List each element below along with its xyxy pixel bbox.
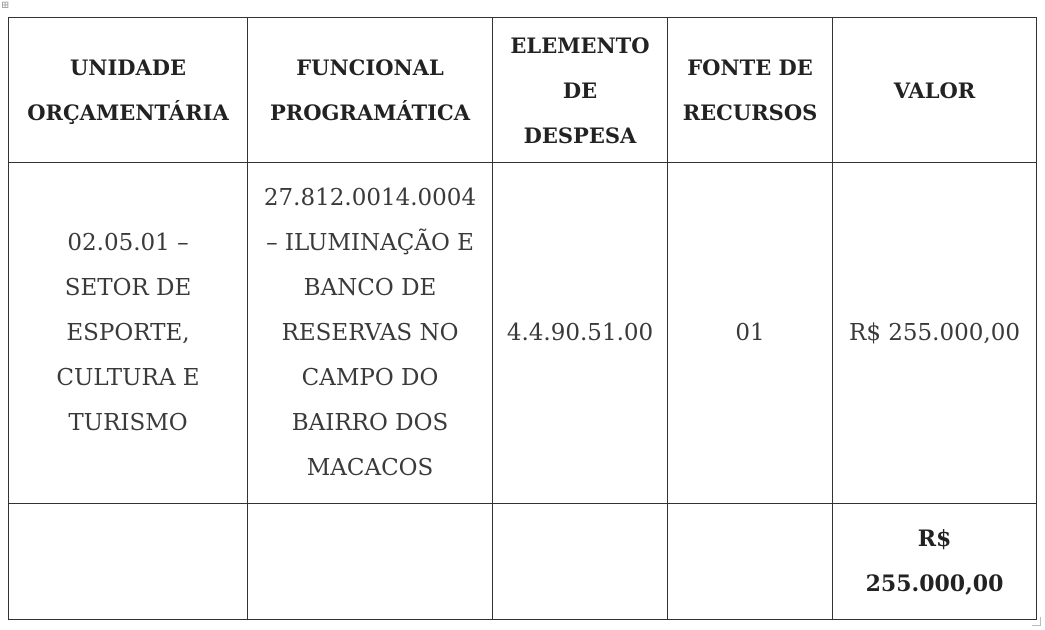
header-unidade-orcamentaria: UNIDADE ORÇAMENTÁRIA: [9, 18, 248, 163]
total-empty-cell: [248, 504, 493, 620]
cell-fonte-de-recursos: 01: [668, 163, 833, 504]
header-elemento-de-despesa: ELEMENTO DE DESPESA: [493, 18, 668, 163]
cell-unidade-orcamentaria: 02.05.01 – SETOR DE ESPORTE, CULTURA E TURISMO: [9, 163, 248, 504]
total-empty-cell: [668, 504, 833, 620]
table-header-row: [9, 18, 1037, 163]
budget-allocation-table: [8, 17, 1037, 620]
header-funcional-programatica: FUNCIONAL PROGRAMÁTICA: [248, 18, 493, 163]
header-fonte-de-recursos: FONTE DE RECURSOS: [668, 18, 833, 163]
cell-elemento-de-despesa: 4.4.90.51.00: [493, 163, 668, 504]
cell-funcional-programatica: 27.812.0014.0004 – ILUMINAÇÃO E BANCO DE RESERVAS NO CAMPO DO BAIRRO DOS MACACOS: [248, 163, 493, 504]
cell-valor: R$ 255.000,00: [833, 163, 1037, 504]
table-total-row: [9, 504, 1037, 620]
header-valor: VALOR: [833, 18, 1037, 163]
table-anchor-mark: ⊞: [1, 0, 10, 11]
total-empty-cell: [493, 504, 668, 620]
total-valor: R$ 255.000,00: [833, 504, 1037, 620]
table-row: [9, 163, 1037, 504]
total-empty-cell: [9, 504, 248, 620]
